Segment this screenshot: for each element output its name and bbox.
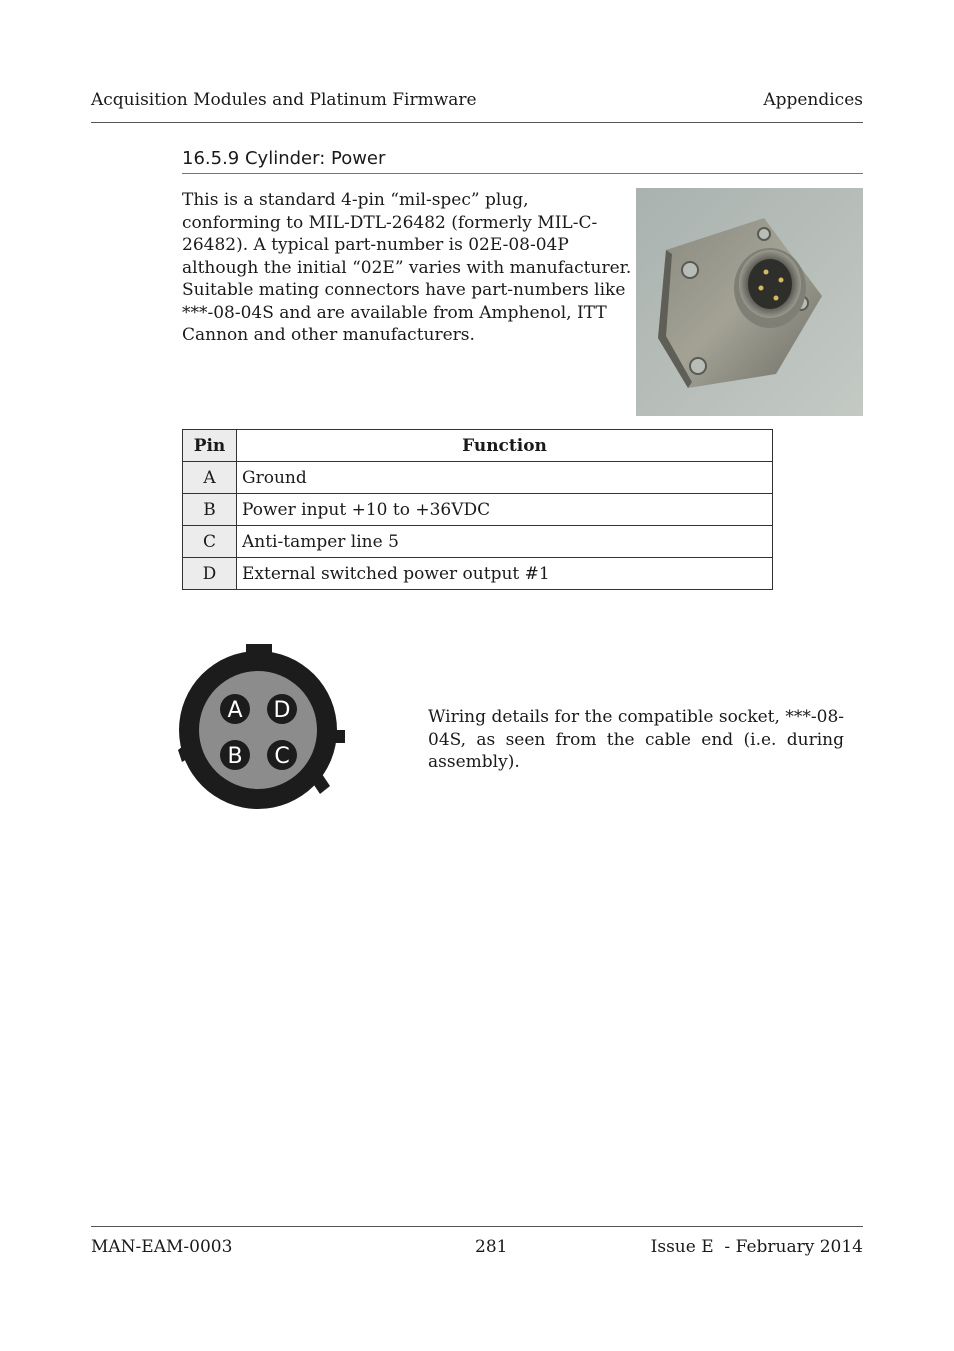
pin-cell: A bbox=[183, 462, 237, 494]
pin-a-label: A bbox=[227, 698, 243, 723]
pin-function-table bbox=[182, 429, 773, 590]
pin-b-label: B bbox=[227, 744, 243, 769]
footer-issue: Issue E - February 2014 bbox=[650, 1237, 863, 1257]
header-rule bbox=[91, 122, 863, 123]
intro-text bbox=[182, 189, 632, 347]
table-header-row bbox=[183, 430, 773, 462]
pin-cell: D bbox=[183, 558, 237, 590]
table-row bbox=[183, 494, 773, 526]
intro-paragraph-1: This is a standard 4-pin “mil-spec” plug, conforming to MIL-DTL-26482 (formerly MIL-C-26482). A typical part-number is 02E-08-04P although the initial “02E” varies with manufacturer. bbox=[182, 190, 632, 278]
pin-d-marker bbox=[267, 694, 297, 724]
pin-a-marker bbox=[220, 694, 250, 724]
socket-wiring-diagram bbox=[172, 642, 348, 814]
connector-photo bbox=[636, 188, 863, 416]
pin-cell: C bbox=[183, 526, 237, 558]
pin-cell: B bbox=[183, 494, 237, 526]
table-row bbox=[183, 462, 773, 494]
function-cell: External switched power output #1 bbox=[237, 558, 773, 590]
section-rule bbox=[182, 173, 863, 174]
pin-c-marker bbox=[267, 740, 297, 770]
footer-rule bbox=[91, 1226, 863, 1227]
footer-page-number: 281 bbox=[475, 1237, 508, 1257]
function-cell: Anti-tamper line 5 bbox=[237, 526, 773, 558]
column-header-pin: Pin bbox=[183, 430, 237, 462]
pin-d-label: D bbox=[273, 698, 291, 723]
function-cell: Power input +10 to +36VDC bbox=[237, 494, 773, 526]
running-header-title: Acquisition Modules and Platinum Firmware bbox=[91, 90, 477, 110]
intro-paragraph-2: Suitable mating connectors have part-numbers like ***-08-04S and are available from Amphenol, ITT Cannon and other manufacturers. bbox=[182, 280, 626, 345]
column-header-function: Function bbox=[237, 430, 773, 462]
footer-document-number: MAN-EAM-0003 bbox=[91, 1237, 233, 1257]
table-row bbox=[183, 526, 773, 558]
diagram-caption: Wiring details for the compatible socket, ***-08-04S, as seen from the cable end (i.e. during assembly). bbox=[428, 707, 844, 772]
pin-b-marker bbox=[220, 740, 250, 770]
section-heading: 16.5.9 Cylinder: Power bbox=[182, 148, 386, 169]
running-header-section: Appendices bbox=[763, 90, 863, 110]
pin-c-label: C bbox=[274, 744, 290, 769]
table-row bbox=[183, 558, 773, 590]
function-cell: Ground bbox=[237, 462, 773, 494]
